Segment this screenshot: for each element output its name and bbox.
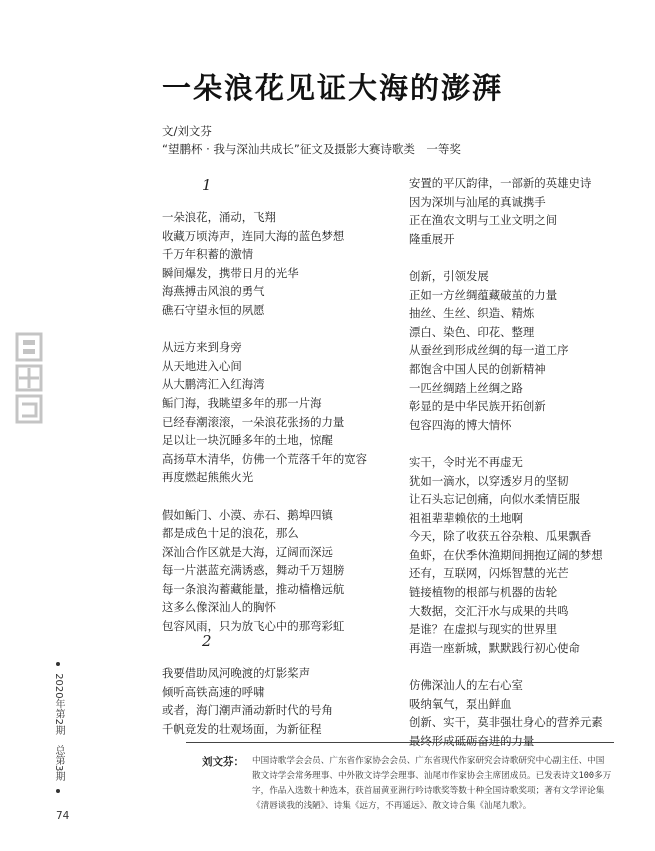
poem-line: 因为深圳与汕尾的真诚携手 — [409, 194, 546, 209]
poem-left-column-part1 — [162, 208, 367, 654]
section-number-2: 2 — [202, 632, 212, 650]
bio-label: 刘文芬： — [202, 756, 244, 768]
poem-line: 隆重展开 — [409, 231, 455, 246]
poem-line: 创新、实干，莫非强壮身心的营养元素 — [409, 715, 603, 730]
poem-line: 都是成色十足的浪花，那么 — [162, 526, 299, 541]
poem-line: 吸纳氧气，泵出鲜血 — [409, 696, 512, 711]
poem-line: 还有，互联网，闪烁智慧的光芒 — [409, 566, 569, 581]
poem-line: 都饱含中国人民的创新精神 — [409, 361, 546, 376]
poem-line: 海燕搏击风浪的勇气 — [162, 284, 265, 299]
poem-line: 创新，引领发展 — [409, 268, 489, 283]
poem-line: 犹如一滴水，以穿透岁月的坚韧 — [409, 473, 569, 488]
poem-line: 彰显的是中华民族开拓创新 — [409, 399, 546, 414]
poem-line: 包容风雨，只为放飞心中的那弯彩虹 — [162, 619, 345, 634]
stanza — [409, 267, 603, 434]
bio-divider — [186, 742, 614, 743]
poem-line: 一朵浪花，涌动，飞翔 — [162, 210, 276, 224]
poem-line: 已经春潮滚滚，一朵浪花张扬的力量 — [162, 414, 345, 429]
poem-line: 一匹丝绸踏上丝绸之路 — [409, 380, 523, 395]
bio-text: 中国诗歌学会会员、广东省作家协会会员、广东省现代作家研究会诗歌研究中心副主任、中国散文诗学会常务理事、中外散文诗学会理事、汕尾市作家协会主席团成员。已发表诗文100多万字，作品入选数十种选本，获首届黄亚洲行吟诗歌奖等数十种全国诗歌奖项；著有文学评论集《清唇谈我的浅陋》、诗集《远方，不再遥远》、散文诗合集《汕尾九歌》。 — [252, 756, 612, 811]
poem-line: 瞬间爆发，携带日月的光华 — [162, 265, 299, 280]
poem-line: 实干，令时光不再虚无 — [409, 454, 523, 469]
poem-line: 抽丝、生丝、织造、精炼 — [409, 306, 535, 321]
poem-line: 从大鹏湾汇入红海湾 — [162, 377, 265, 392]
section-number-1: 1 — [202, 176, 212, 194]
poem-line: 仿佛深汕人的左右心室 — [409, 678, 523, 693]
poem-line: 从远方来到身旁 — [162, 340, 242, 355]
poem-line: 是谁？在虚拟与现实的世界里 — [409, 622, 558, 637]
stanza — [162, 664, 333, 738]
bullet-dot-icon — [56, 662, 60, 666]
poem-line: 足以让一块沉睡多年的土地，惊醒 — [162, 433, 333, 448]
poem-line: 从蚕丝到形成丝绸的每一道工序 — [409, 343, 569, 358]
stanza — [409, 174, 603, 248]
poem-line: 再度燃起熊熊火光 — [162, 470, 254, 485]
award-line: “望鹏杯 · 我与深汕共成长”征文及摄影大赛诗歌类 一等奖 — [162, 142, 461, 156]
poem-right-column — [409, 174, 603, 769]
stanza — [162, 506, 367, 636]
poem-line: 高扬草木清华，仿佛一个荒落千年的宽容 — [162, 451, 368, 466]
poem-line: 或者，海门潮声涌动新时代的号角 — [162, 703, 333, 718]
author-byline: 文/刘文芬 — [162, 124, 212, 138]
stanza — [162, 208, 367, 320]
stanza — [409, 676, 603, 750]
bullet-dot-icon — [56, 789, 60, 793]
poem-line: 每一片湛蓝充满诱惑，舞动千万翅膀 — [162, 563, 345, 578]
poem-line: 深汕合作区就是大海，辽阔而深远 — [162, 544, 333, 559]
poem-line: 千帆竞发的壮观场面，为新征程 — [162, 721, 322, 736]
poem-line: 祖祖辈辈赖依的土地啊 — [409, 510, 523, 525]
poem-line: 假如鲘门、小漠、赤石、鹅埠四镇 — [162, 507, 333, 522]
poem-line: 大数据，交汇汗水与成果的共鸣 — [409, 603, 569, 618]
poem-left-column-part2 — [162, 664, 333, 757]
poem-line: 再造一座新城，默默践行初心使命 — [409, 640, 580, 655]
poem-line: 鲘门海，我眺望多年的那一片海 — [162, 395, 322, 410]
poem-line: 千万年积蓄的激情 — [162, 247, 254, 262]
poem-line: 正如一方丝绸蕴藏破茧的力量 — [409, 287, 558, 302]
poem-line: 从天地进入心间 — [162, 358, 242, 373]
article-title: 一朵浪花见证大海的澎湃 — [162, 71, 504, 105]
poem-line: 收藏万顷涛声，连同大海的蓝色梦想 — [162, 228, 345, 243]
poem-line: 每一条浪沟蓄藏能量，推动樯橹远航 — [162, 581, 345, 596]
issue-text: 2020年第2期 总第3期 — [53, 673, 64, 782]
poem-line: 让石头忘记创痛，向似水柔情臣服 — [409, 492, 580, 507]
poem-line: 我要借助凤河晚渡的灯影桨声 — [162, 666, 311, 680]
poem-line: 鱼虾，在伏季休渔期间拥抱辽阔的梦想 — [409, 547, 603, 562]
poem-line: 包容四海的博大情怀 — [409, 417, 512, 432]
poem-line: 漂白、染色、印花、整理 — [409, 324, 535, 339]
poem-line: 正在渔农文明与工业文明之间 — [409, 213, 558, 228]
poem-line: 这多么像深汕人的胸怀 — [162, 600, 276, 615]
stanza — [409, 453, 603, 658]
page-number: 74 — [56, 810, 70, 822]
poem-line: 倾听高铁高速的呼啸 — [162, 684, 265, 699]
poem-line: 链接植物的根部与机器的齿轮 — [409, 585, 558, 600]
seal-stamp-icon — [14, 328, 44, 428]
poem-line: 最终形成砥砺奋进的力量 — [409, 733, 535, 748]
issue-marker — [52, 662, 66, 793]
poem-line: 礁石守望永恒的夙愿 — [162, 302, 265, 317]
stanza — [162, 338, 367, 487]
poem-line: 今天，除了收获五谷杂粮、瓜果飘香 — [409, 529, 592, 544]
poem-line: 安置的平仄韵律，一部新的英雄史诗 — [409, 176, 592, 190]
